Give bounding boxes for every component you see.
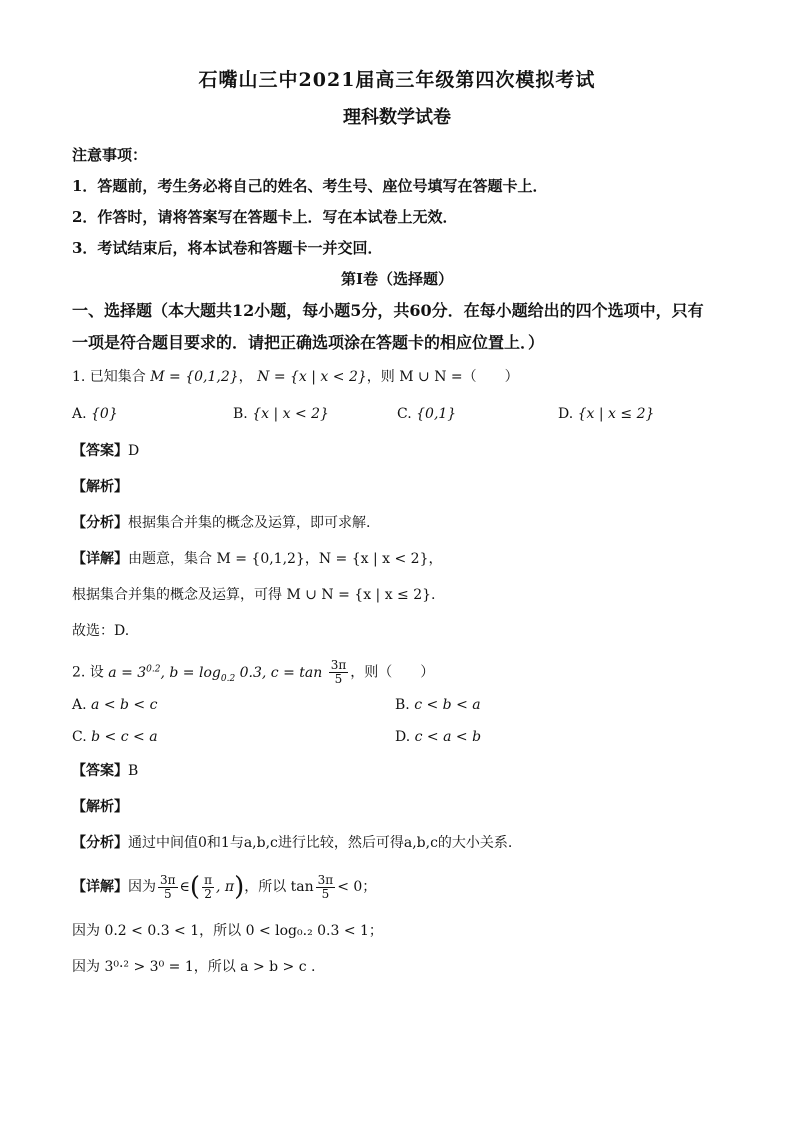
q2-tan-fraction: $\frac{3\pi}{5}$ — [330, 658, 347, 687]
notice-item: 1．答题前，考生务必将自己的姓名、考生号、座位号填写在答题卡上． — [72, 177, 548, 195]
q2-fenxi: 【分析】通过中间值0和1与a,b,c进行比较，然后可得a,b,c的大小关系. — [72, 835, 513, 851]
q1-detail: 【详解】由题意，集合 M = {0,1,2}，N = {x | x < 2}， — [72, 551, 443, 567]
q1-option-c: C. {0,1} — [397, 406, 457, 422]
q1-conclusion: 故选：D. — [72, 623, 130, 639]
q1-sep: ， — [238, 369, 253, 385]
q2-options-row1 — [72, 689, 722, 721]
notice-item: 2．作答时，请将答案写在答题卡上．写在本试卷上无效． — [72, 208, 458, 226]
q1-option-b: B. {x | x < 2} — [233, 406, 329, 422]
q1-analysis-heading: 【解析】 — [72, 479, 128, 495]
q2-option-b: B. c < b < a — [395, 697, 481, 713]
q1-option-d: D. {x | x ≤ 2} — [558, 406, 655, 422]
part-title: 第I卷（选择题） — [340, 270, 454, 288]
q1-set-n: N = {x | x < 2} — [257, 369, 367, 385]
q1-stem-prefix: 1. 已知集合 — [72, 369, 146, 385]
notice-heading: 注意事项： — [72, 146, 148, 164]
question-1-stem — [72, 359, 722, 395]
section-heading-line1: 一、选择题（本大题共12小题，每小题5分，共60分．在每小题给出的四个选项中，只有 — [72, 301, 704, 320]
q1-stem-suffix: ，则 M ∪ N =（ ） — [366, 369, 519, 385]
q2-detail: 【详解】因为 $\frac{3\pi}{5}$ ∈( $\frac{\pi}{2}$ , π)，所以 tan $\frac{3\pi}{5}$ < 0； — [72, 872, 377, 902]
q1-fenxi: 【分析】根据集合并集的概念及运算，即可求解. — [72, 515, 371, 531]
q2-answer: 【答案】B — [72, 763, 139, 779]
page-title: 石嘴山三中2021届高三年级第四次模拟考试 — [198, 69, 596, 91]
q2-answer-value: B — [128, 763, 139, 779]
section-heading-line2: 一项是符合题目要求的．请把正确选项涂在答题卡的相应位置上．） — [72, 333, 545, 352]
q2-option-d: D. c < a < b — [395, 729, 482, 745]
notice-item: 3．考试结束后，将本试卷和答题卡一并交回． — [72, 239, 383, 257]
page-subtitle: 理科数学试卷 — [343, 107, 451, 128]
q2-detail-line3: 因为 3⁰·² > 3⁰ = 1，所以 a > b > c . — [72, 959, 316, 975]
q1-option-a: A. {0} — [72, 406, 118, 422]
q1-answer: 【答案】D — [72, 443, 140, 459]
q1-detail-line2: 根据集合并集的概念及运算，可得 M ∪ N = {x | x ≤ 2}. — [72, 587, 436, 603]
q1-options — [72, 395, 722, 433]
q2-option-a: A. a < b < c — [72, 697, 158, 713]
question-2-stem: 2. 设 $a = 3^{0.2}$, $b = \log_{0.2} 0.3$, c = tan $\frac{3\pi}{5}$ ，则（ ） — [72, 658, 435, 687]
q2-detail-line2: 因为 0.2 < 0.3 < 1，所以 0 < log₀.₂ 0.3 < 1； — [72, 923, 383, 939]
q1-set-m: M = {0,1,2} — [150, 369, 239, 385]
q2-option-c: C. b < c < a — [72, 729, 158, 745]
q2-options-row2 — [72, 721, 722, 753]
q1-answer-value: D — [128, 443, 140, 459]
exam-page — [72, 62, 722, 985]
q2-analysis-heading: 【解析】 — [72, 799, 128, 815]
